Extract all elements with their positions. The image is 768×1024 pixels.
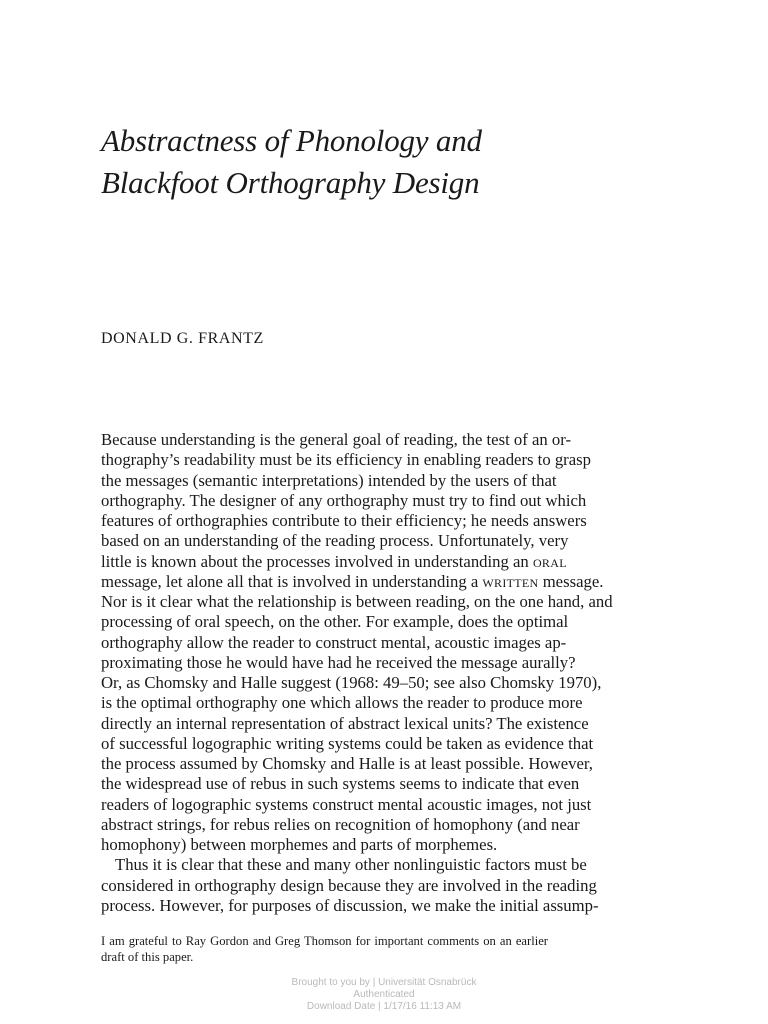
- body-line: the process assumed by Chomsky and Halle is at least possible. However,: [101, 754, 593, 773]
- body-line: Because understanding is the general goal of reading, the test of an or-: [101, 430, 571, 449]
- body-line: process. However, for purposes of discussion, we make the initial assump-: [101, 895, 599, 915]
- body-line: the messages (semantic interpretations) intended by the users of that: [101, 470, 557, 490]
- body-segment: let alone all that is involved in understanding a: [165, 571, 479, 591]
- title-line-2: Blackfoot Orthography Design: [101, 165, 480, 200]
- body-line: processing of oral speech, on the other. For example, does the optimal: [101, 612, 569, 632]
- download-watermark: [0, 977, 768, 1013]
- emphasis-small-caps: written: [482, 571, 539, 591]
- body-line: [101, 551, 567, 572]
- footnote-line: I am grateful to Ray Gordon and Greg Thomson for important comments on an earlier: [101, 934, 548, 948]
- body-segment: message,: [101, 571, 162, 591]
- watermark-line: Download Date | 1/17/16 11:13 AM: [306, 1001, 462, 1012]
- body-line: homophony) between morphemes and parts of morphemes.: [101, 835, 498, 854]
- body-line: based on an understanding of the reading process. Unfortunately, very: [101, 531, 569, 551]
- body-line: proximating those he would have had he received the message aurally?: [101, 652, 576, 672]
- body-line: [101, 571, 604, 592]
- body-line: is the optimal orthography one which allows the reader to produce more: [101, 693, 583, 713]
- body-segment: little is known about the processes involved in understanding an: [101, 551, 529, 571]
- watermark-line: Authenticated: [353, 989, 415, 1000]
- body-line: of successful logographic writing systems could be taken as evidence that: [101, 733, 594, 753]
- body-line: Thus it is clear that these and many other nonlinguistic factors must be: [115, 855, 587, 875]
- body-line: orthography allow the reader to construct mental, acoustic images ap-: [101, 632, 567, 652]
- body-line: Nor is it clear what the relationship is between reading, on the one hand, and: [101, 592, 613, 611]
- body-line: directly an internal representation of abstract lexical units? The existence: [101, 713, 589, 733]
- body-line: the widespread use of rebus in such systems seems to indicate that even: [101, 774, 580, 794]
- body-line: abstract strings, for rebus relies on recognition of homophony (and near: [101, 814, 580, 834]
- watermark-line: Brought to you by | Universität Osnabrück: [291, 977, 477, 988]
- footnote: [101, 933, 548, 965]
- body-line: features of orthographies contribute to their efficiency; he needs answers: [101, 511, 587, 530]
- emphasis-small-caps: oral: [532, 551, 567, 571]
- body-line: orthography. The designer of any orthography must try to find out which: [101, 490, 587, 510]
- title-line-1: Abstractness of Phonology and: [101, 123, 482, 158]
- body-line: Or, as Chomsky and Halle suggest (1968: 49–50; see also Chomsky 1970),: [101, 673, 602, 692]
- body-line: considered in orthography design because they are involved in the reading: [101, 875, 597, 895]
- footnote-line: draft of this paper.: [101, 950, 194, 964]
- article-title: [101, 120, 621, 204]
- body-line: readers of logographic systems construct mental acoustic images, not just: [101, 794, 592, 814]
- body-text: [101, 430, 613, 916]
- author-name: DONALD G. FRANTZ: [101, 330, 264, 347]
- body-segment: message.: [542, 571, 604, 591]
- body-line: thography’s readability must be its efficiency in enabling readers to grasp: [101, 450, 591, 470]
